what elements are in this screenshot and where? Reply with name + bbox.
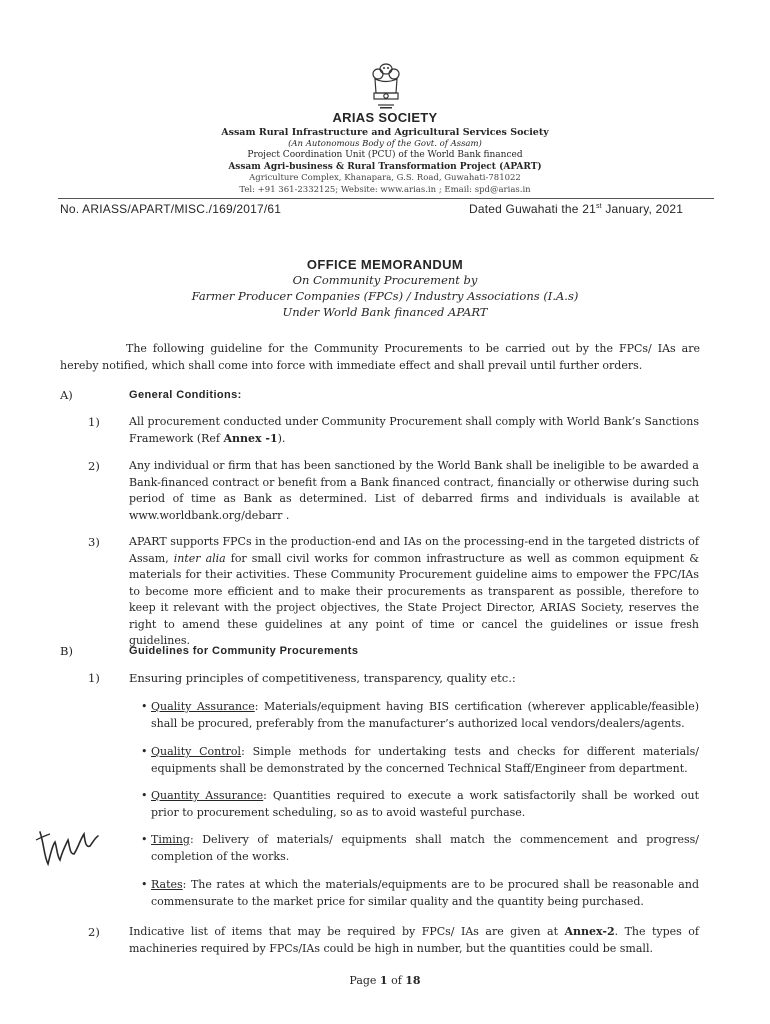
item-a3-text: APART supports FPCs in the production-end and IAs on the processing-end in the targeted districts of Assam, inter alia for small civil works for common infrastructure as well as common equipment & materials for their activities. These Community Procurement guideline aims to empower the FPC/IAs to become more efficient and to make their procurements as transparent as possible, therefore to keep it relevant with the project objectives, the State Project Director, ARIAS Society, reserves the right to amend these guidelines at any point of time or cancel the guidelines or issue fresh guidelines. (129, 535, 699, 647)
bullet-quality-assurance: Quality Assurance: Materials/equipment having BIS certification (wherever applicable/feasible) shall be procured, preferably from the manufacturer’s authorized local vendors/dealers/agents. (151, 700, 700, 730)
bullet-dot: • (141, 789, 148, 802)
memo-subtitle-2: Farmer Producer Companies (FPCs) / Industry Associations (I.A.s) (191, 289, 579, 303)
intro-paragraph: The following guideline for the Community Procurements to be carried out by the FPCs/ IAs are hereby notified, which shall come into force with immediate effect and shall prevail until further orders. (60, 342, 700, 372)
item-a1-number: 1) (88, 415, 100, 429)
bullet-dot: • (141, 745, 148, 758)
project-name: Assam Agri-business & Rural Transformation Project (APART) (228, 161, 542, 172)
item-a3-number: 3) (88, 535, 100, 549)
memo-title: OFFICE MEMORANDUM (306, 257, 464, 272)
org-name: ARIAS SOCIETY (332, 110, 438, 125)
bullet-quality-control: Quality Control: Simple methods for undertaking tests and checks for different materials/ equipments shall be demonstrated by the concerned Technical Staff/Engineer from department. (151, 745, 699, 775)
item-b1-number: 1) (88, 671, 100, 685)
item-b1-heading: Ensuring principles of competitiveness, transparency, quality etc.: (129, 671, 516, 685)
section-a-label: A) (60, 388, 73, 402)
item-a2-text: Any individual or firm that has been sanctioned by the World Bank shall be ineligible to be awarded a Bank-financed contract or benefit from a Bank financed contract, financially or otherwise during such period of time as Bank as determined. List of debarred firms and individuals is available at www.worldbank.org/debarr . (129, 459, 699, 522)
memo-subtitle-1: On Community Procurement by (292, 273, 478, 287)
org-autonomous-note: (An Autonomous Body of the Govt. of Assam) (288, 138, 482, 149)
memo-subtitle-3: Under World Bank financed APART (282, 305, 488, 319)
bullet-dot: • (141, 833, 148, 846)
section-a-heading: General Conditions: (129, 389, 242, 401)
reference-number: No. ARIASS/APART/MISC./169/2017/61 (60, 202, 282, 216)
bullet-rates: Rates: The rates at which the materials/equipments are to be procured shall be reasonable and commensurate to the market price for similar quality and the quantity being purchased. (151, 878, 699, 908)
address-line: Agriculture Complex, Khanapara, G.S. Road, Guwahati-781022 (249, 173, 521, 183)
bullet-timing: Timing: Delivery of materials/ equipments shall match the commencement and progress/ completion of the works. (151, 833, 699, 863)
bullet-dot: • (141, 878, 148, 891)
bullet-quantity-assurance: Quantity Assurance: Quantities required to execute a work satisfactorily shall be worked out prior to procurement scheduling, so as to avoid wasteful purchase. (151, 789, 699, 819)
date-rest: January, 2021 (601, 202, 684, 216)
item-a1-text: All procurement conducted under Community Procurement shall comply with World Bank’s Sanctions Framework (Ref Annex -1). (129, 415, 699, 445)
item-b2-text: Indicative list of items that may be required by FPCs/ IAs are given at Annex-2. The types of machineries required by FPCs/IAs could be high in number, but the quantities could be small. (129, 925, 699, 955)
header-divider (58, 198, 714, 199)
annex-2-ref: Annex-2 (564, 925, 615, 938)
date-line (469, 202, 683, 216)
emblem-icon (369, 62, 403, 112)
section-b-label: B) (60, 644, 73, 658)
page-footer: Page 1 of 18 (349, 974, 421, 987)
current-page: 1 (379, 974, 388, 987)
pcu-line: Project Coordination Unit (PCU) of the World Bank financed (247, 150, 523, 160)
date-prefix: Dated Guwahati the 21 (469, 202, 596, 216)
signature-mark (30, 822, 106, 874)
date-suffix-sup: st (595, 203, 602, 210)
contact-line: Tel: +91 361-2332125; Website: www.arias.in ; Email: spd@arias.in (239, 184, 531, 195)
item-b2-number: 2) (88, 925, 100, 939)
bullet-dot: • (141, 700, 148, 713)
item-a2-number: 2) (88, 459, 100, 473)
section-b-heading: Guidelines for Community Procurements (129, 645, 359, 657)
org-full-name: Assam Rural Infrastructure and Agricultural Services Society (221, 127, 549, 138)
total-pages: 18 (405, 974, 421, 987)
annex-1-ref: Annex -1 (223, 431, 278, 445)
